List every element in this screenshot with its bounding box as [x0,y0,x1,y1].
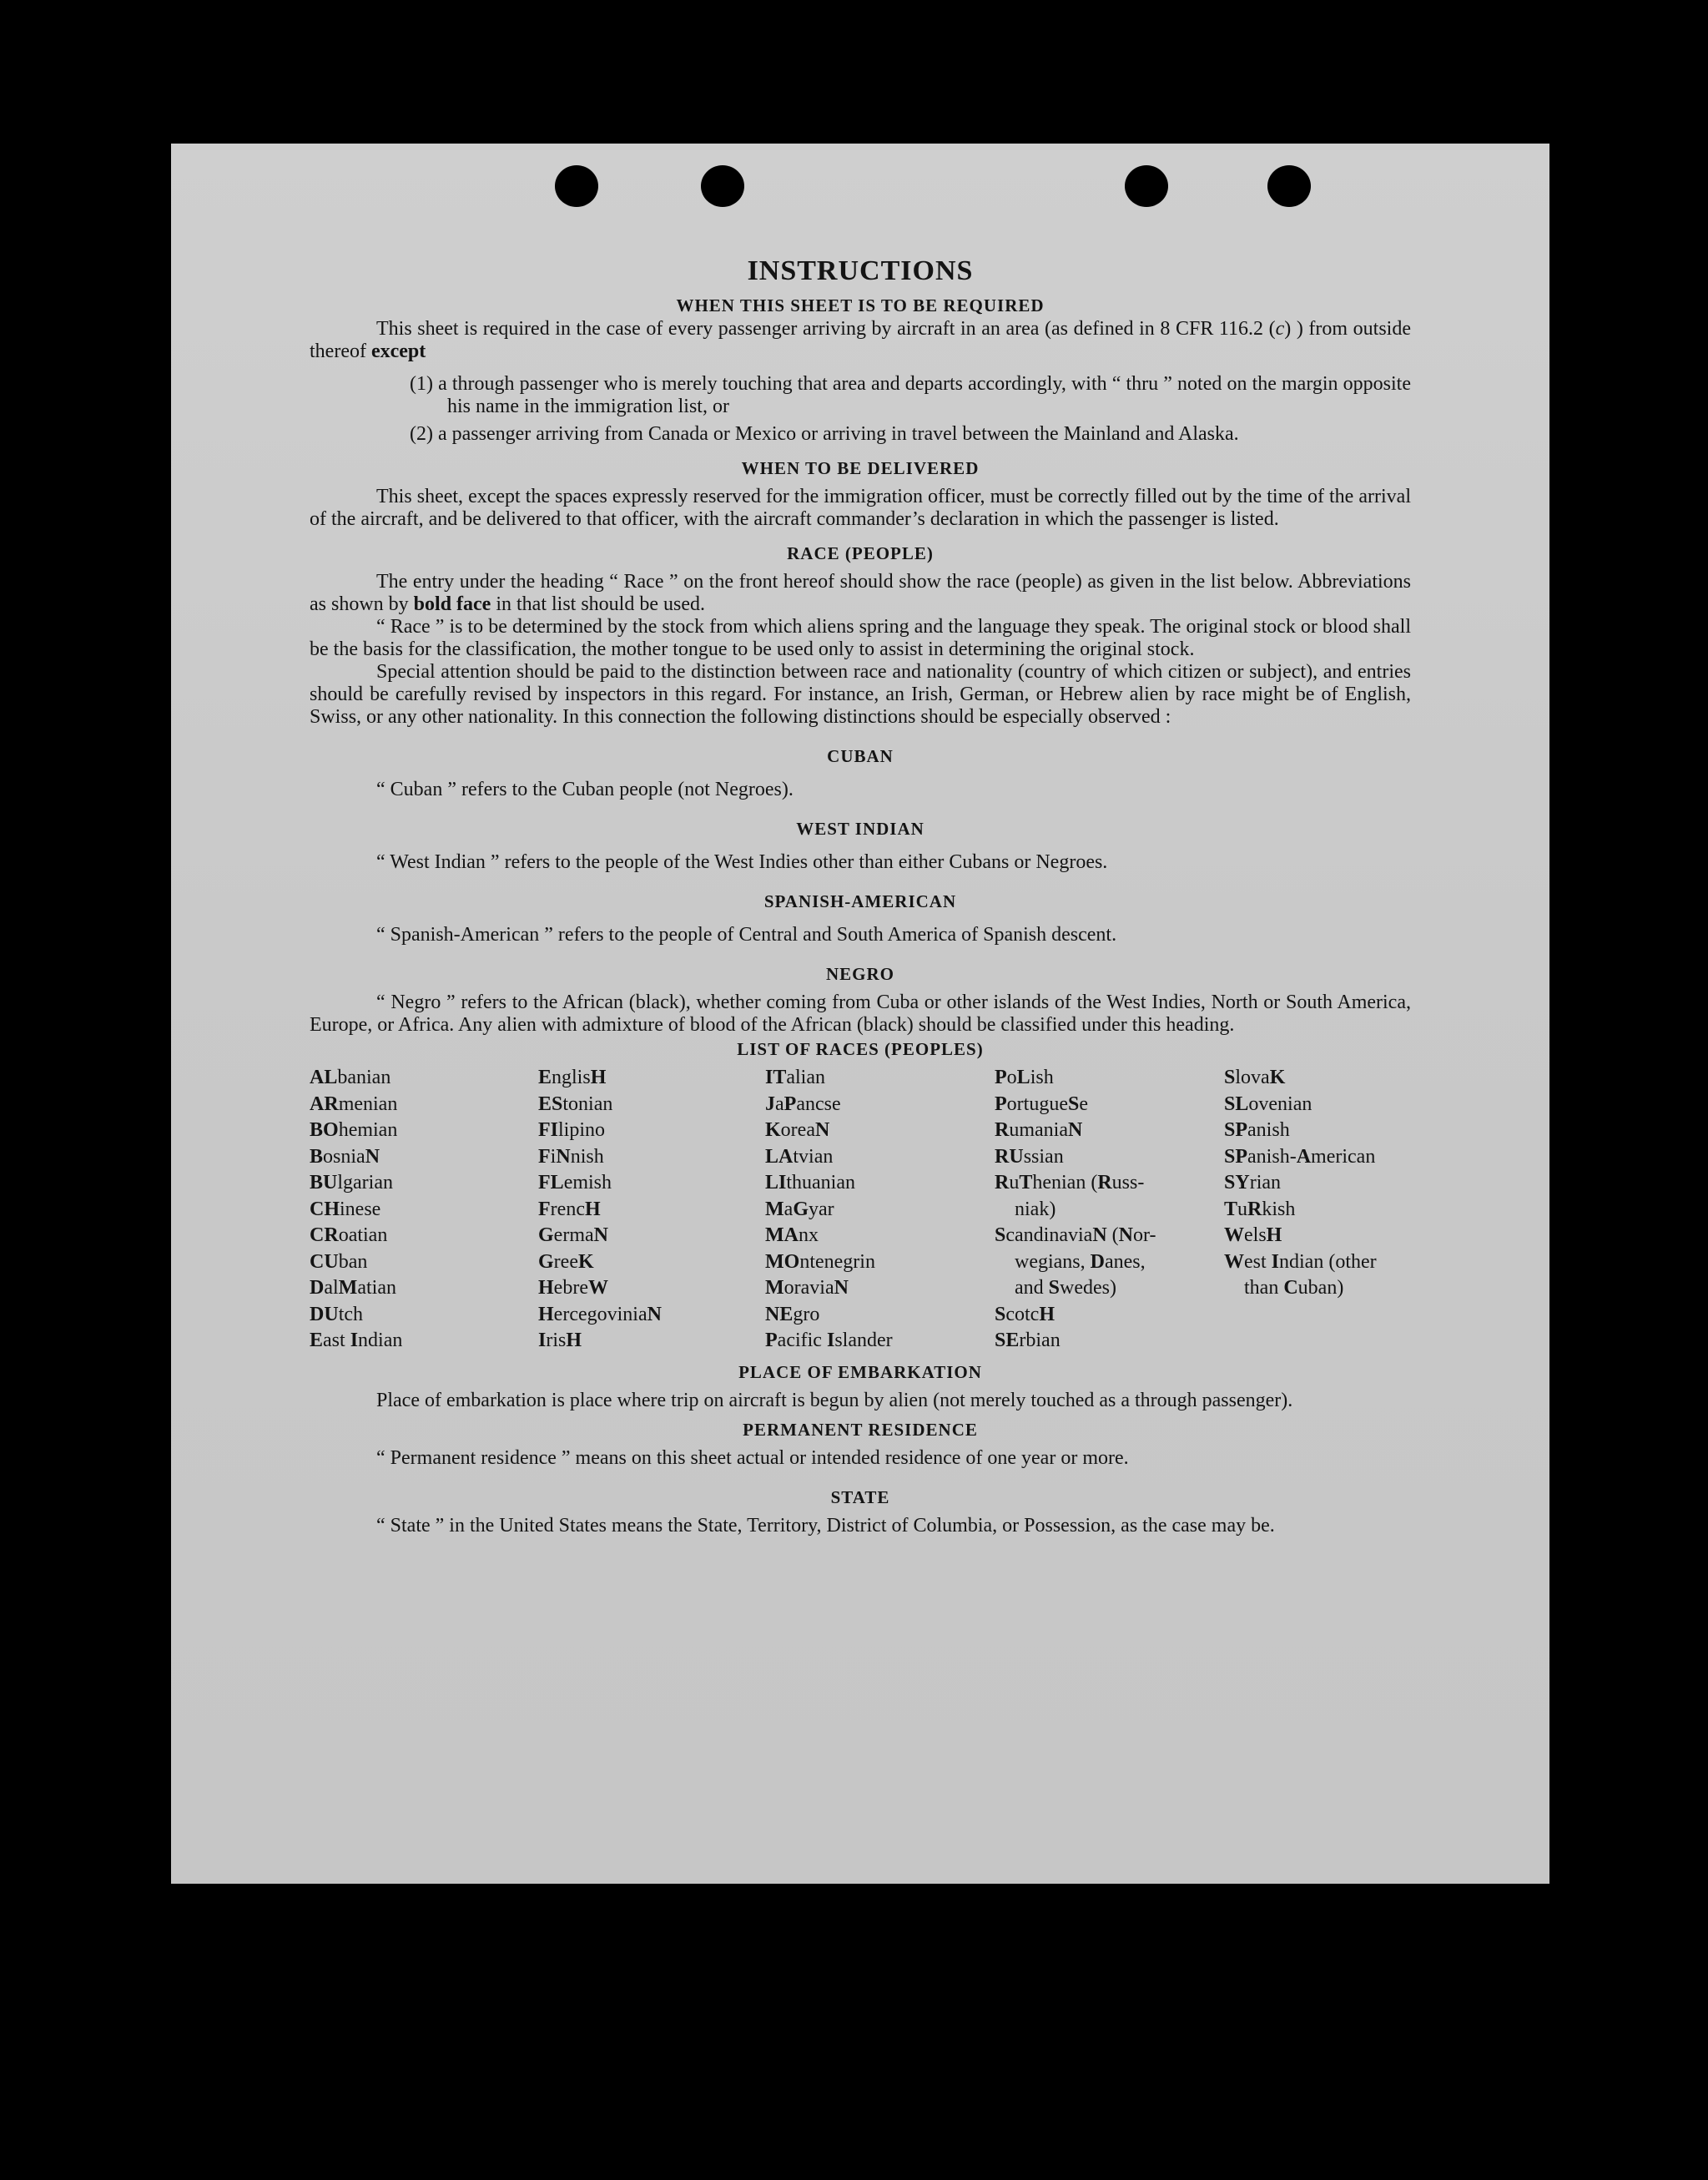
race-entry: BOhemian [310,1119,398,1141]
race-entry: LAtvian [765,1145,834,1168]
document-sheet [171,144,1549,1884]
punch-hole [1267,165,1311,207]
punch-hole [701,165,744,207]
race-entry: RuThenian (Russ- [995,1172,1145,1193]
race-entry: RUssian [995,1145,1064,1168]
race-entry: GreeK [538,1250,594,1273]
state-text: “ State ” in the United States means the State, Territory, District of Columbia, or Possession, as the case may be. [376,1514,1275,1537]
race-entry: MAnx [765,1224,819,1246]
race-column [538,1065,765,1355]
race-entry: FIlipino [538,1119,606,1141]
embarkation-text: Place of embarkation is place where trip on aircraft is begun by alien (not merely touched as a through passenger). [376,1389,1293,1411]
race-entry: PortugueSe [995,1093,1088,1115]
race-column [995,1065,1224,1355]
race-entry: IrisH [538,1330,582,1351]
race-entry: EStonian [538,1093,613,1115]
when-delivered-text: This sheet, except the spaces expressly reserved for the immigration officer, must be correctly filled out by the time of the arrival of the aircraft, and be delivered to that officer, with the aircraft commander’s declaration in which the passenger is listed. [310,486,1411,530]
race-entry: CHinese [310,1198,381,1220]
heading-when-required: WHEN THIS SHEET IS TO BE REQUIRED [676,295,1045,315]
heading-west-indian: WEST INDIAN [796,819,925,839]
heading-embarkation: PLACE OF EMBARKATION [738,1361,982,1382]
negro-text: “ Negro ” refers to the African (black), whether coming from Cuba or other islands of the West Indies, North or South America, Europe, or Africa. Any alien with admixture of blood of the African (black) should be classified under this heading. [310,992,1411,1036]
race-entry: LIthuanian [765,1172,855,1193]
race-entry: EnglisH [538,1067,607,1088]
heading-negro: NEGRO [825,964,894,984]
race-entry: DUtch [310,1303,364,1325]
page-title: INSTRUCTIONS [747,255,974,286]
permanent-residence-text: “ Permanent residence ” means on this sheet actual or intended residence of one year or more. [376,1446,1129,1469]
heading-cuban: CUBAN [827,746,894,766]
race-entry: HercegoviniaN [538,1303,662,1325]
race-entry: and Swedes) [1015,1277,1116,1299]
heading-spanish-american: SPANISH-AMERICAN [763,891,957,911]
exception-item-2: (2) a passenger arriving from Canada or Mexico or arriving in travel between the Mainland and Alaska. [410,423,1239,445]
race-entry: SPanish-American [1224,1145,1376,1168]
heading-list-of-races: LIST OF RACES (PEOPLES) [737,1039,984,1059]
race-entry: TuRkish [1224,1198,1296,1220]
race-entry: SLovenian [1224,1093,1312,1115]
race-entry: PoLish [995,1067,1054,1088]
race-entry: BUlgarian [310,1172,393,1193]
race-entry: GermaN [538,1224,608,1246]
race-entry: JaPancse [765,1093,841,1115]
race-entry: KoreaN [765,1119,830,1141]
race-entry: MOntenegrin [765,1250,875,1273]
when-required-intro: This sheet is required in the case of every passenger arriving by aircraft in an area (as defined in 8 CFR 116.2 (c) ) from outside thereof except [310,318,1412,362]
race-entry: ITalian [765,1067,825,1088]
race-column [765,1065,995,1355]
race-entry: CRoatian [310,1224,388,1246]
spanish-american-text: “ Spanish-American ” refers to the people of Central and South America of Spanish descent. [376,924,1117,946]
exception-item-1: (1) a through passenger who is merely touching that area and departs accordingly, with “ thru ” noted on the margin opposite his name in the immigration list, or [410,373,1411,417]
race-entry: HebreW [538,1277,608,1299]
race-entry: East Indian [310,1330,403,1351]
race-entry: ScotcH [995,1303,1056,1325]
punch-hole [555,165,598,207]
race-entry: niak) [1015,1198,1056,1220]
race-entry: DalMatian [310,1277,396,1299]
race-entry: SErbian [995,1330,1061,1351]
race-paragraph-1: The entry under the heading “ Race ” on the front hereof should show the race (people) as given in the list below. Abbreviations as shown by bold face in that list should be used. [310,571,1411,615]
race-entry: ScandinaviaN (Nor- [995,1224,1156,1246]
race-paragraph-2: “ Race ” is to be determined by the stock from which aliens spring and the language they speak. The original stock or blood shall be the basis for the classification, the mother tongue to be used only to assist in determining the original stock. [310,616,1411,660]
race-entry: SYrian [1224,1172,1282,1193]
heading-when-delivered: WHEN TO BE DELIVERED [741,458,980,478]
punch-hole [1125,165,1168,207]
race-entry: RumaniaN [995,1119,1083,1141]
race-list [310,1065,1411,1355]
race-entry: MaGyar [765,1198,834,1220]
race-entry: ALbanian [310,1067,391,1088]
race-entry: NEgro [765,1303,820,1325]
race-entry: CUban [310,1250,368,1273]
race-entry: ARmenian [310,1093,398,1115]
race-entry: MoraviaN [765,1277,849,1299]
race-entry: FrencH [538,1198,601,1220]
race-entry: than Cuban) [1244,1277,1344,1299]
cuban-text: “ Cuban ” refers to the Cuban people (not Negroes). [376,779,794,800]
instructions-content [310,255,1411,1537]
race-entry: Pacific Islander [765,1330,893,1351]
race-column [310,1065,538,1355]
heading-permanent-residence: PERMANENT RESIDENCE [743,1419,978,1440]
race-entry: BosniaN [310,1145,380,1168]
race-entry: SPanish [1224,1119,1290,1141]
race-entry: West Indian (other [1224,1250,1377,1273]
heading-state: STATE [830,1486,890,1507]
race-column [1224,1065,1411,1355]
race-entry: WelsH [1224,1224,1282,1246]
west-indian-text: “ West Indian ” refers to the people of the West Indies other than either Cubans or Negroes. [376,851,1108,873]
race-entry: FLemish [538,1172,612,1193]
race-entry: SlovaK [1224,1067,1286,1088]
heading-race: RACE (PEOPLE) [787,543,934,563]
race-entry: FiNnish [538,1145,604,1168]
race-paragraph-3: Special attention should be paid to the distinction between race and nationality (country of which citizen or subject), and entries should be carefully revised by inspectors in this regard. For instance, an Irish, German, or Hebrew alien by race might be of English, Swiss, or any other nationality. In this connection the following distinctions should be especially observed : [310,661,1411,728]
race-entry: wegians, Danes, [1015,1250,1146,1273]
